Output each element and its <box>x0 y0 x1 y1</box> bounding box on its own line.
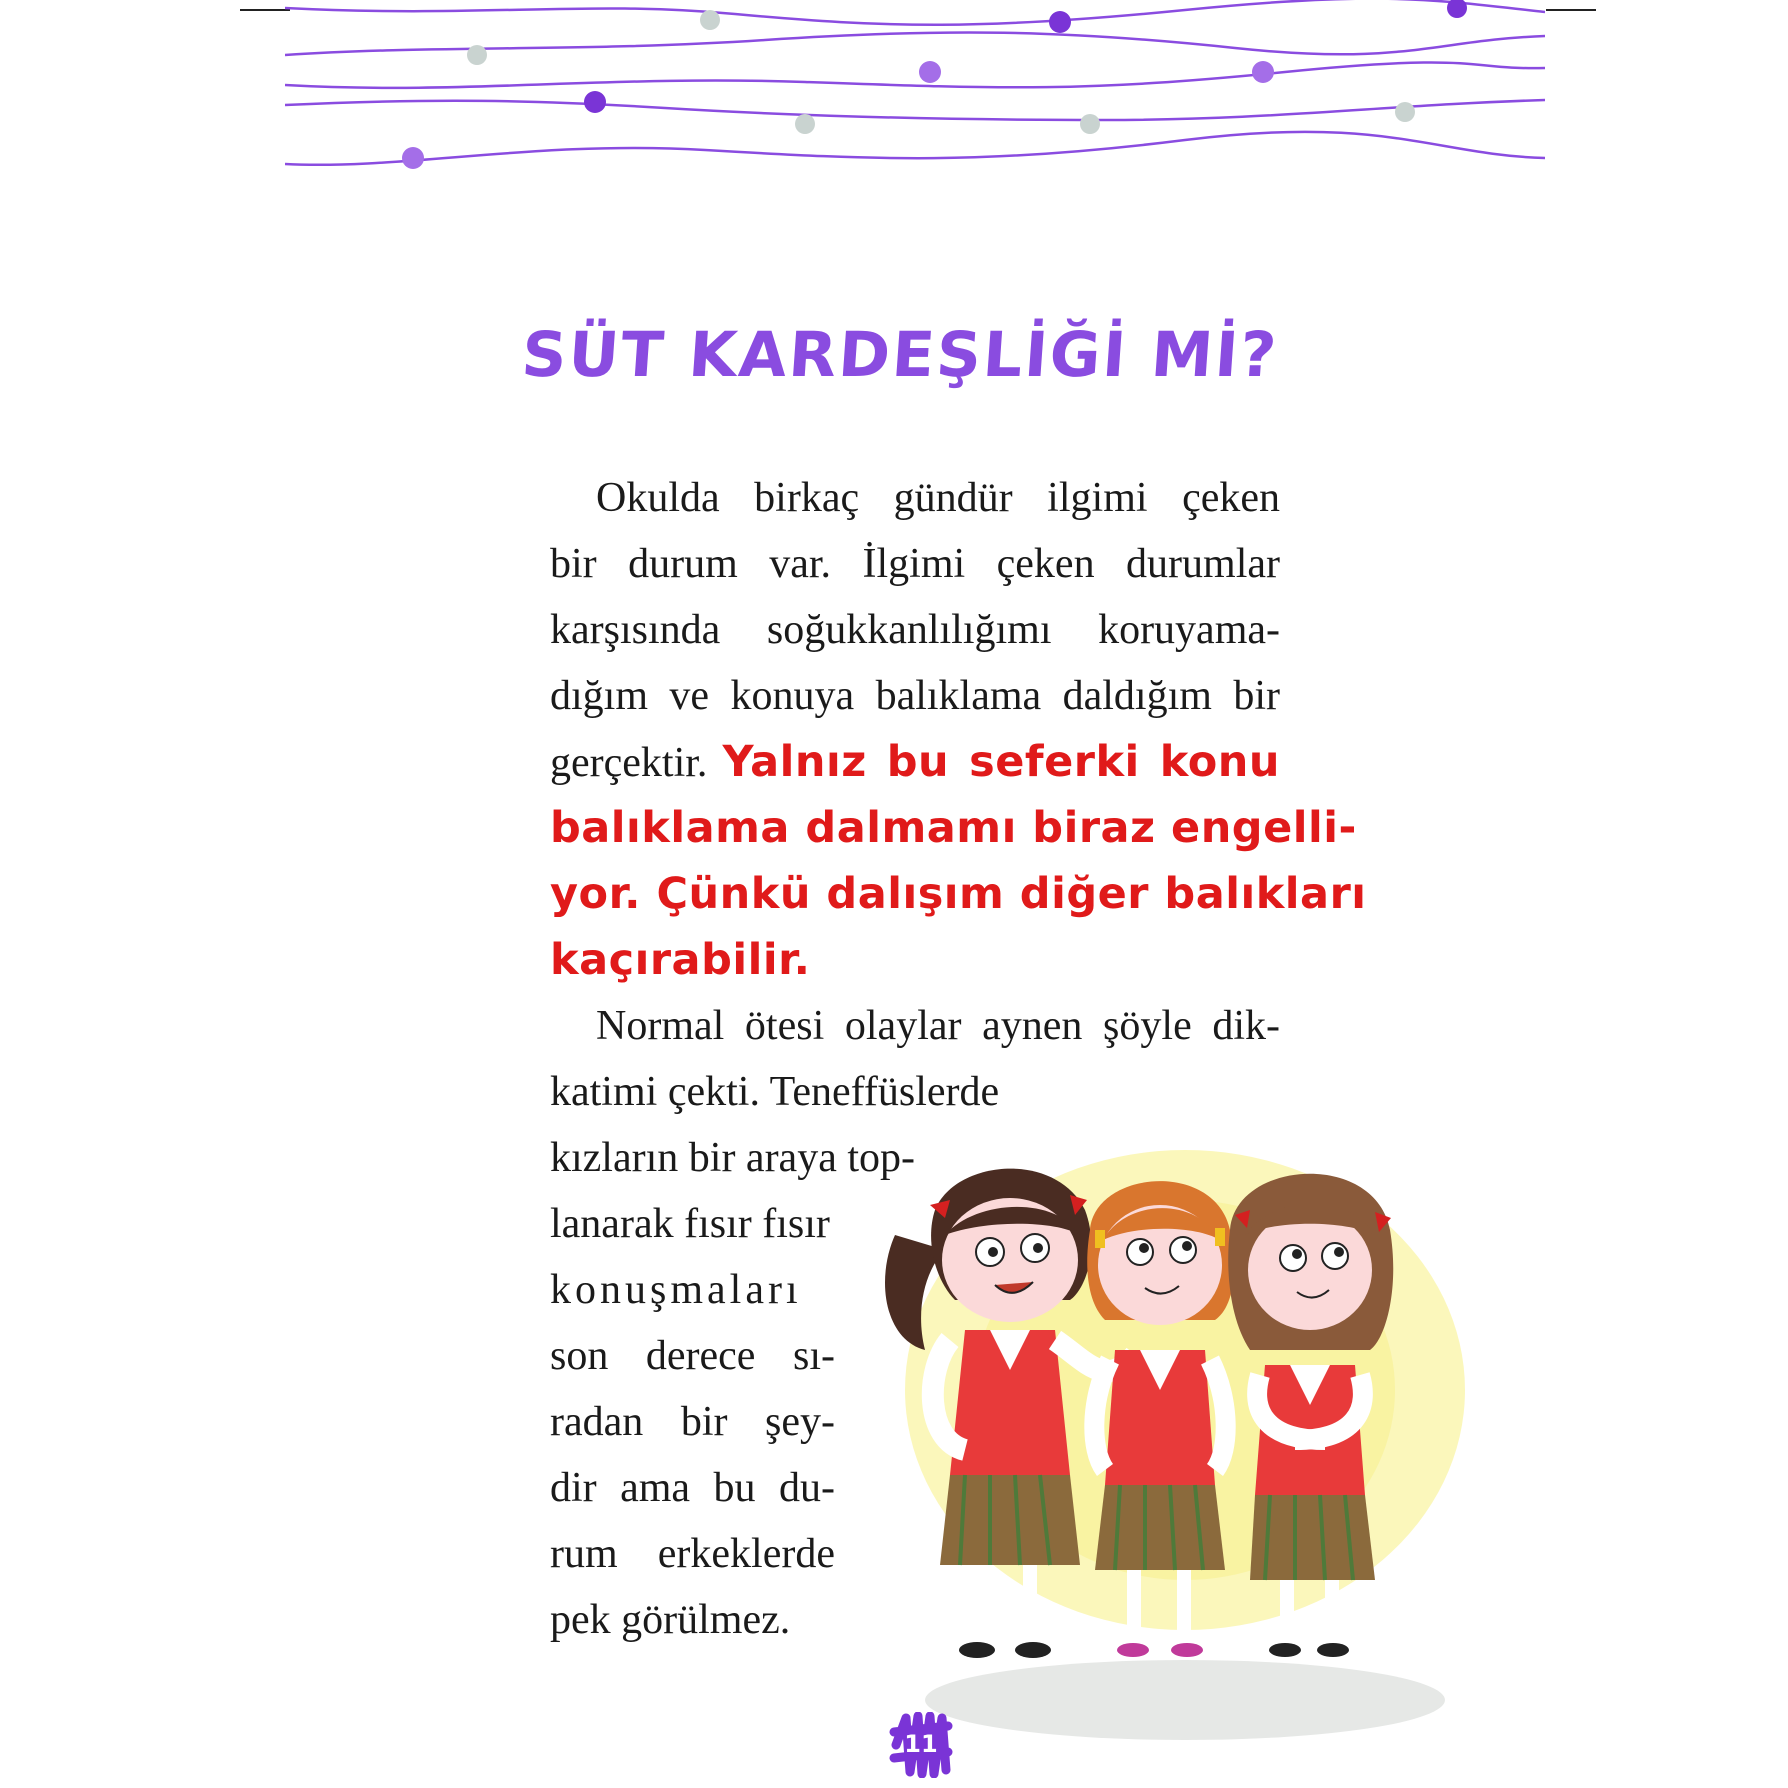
crop-mark-right <box>1546 9 1596 11</box>
text-line: katimi çekti. Teneffüslerde <box>550 1069 1000 1115</box>
text-line: Normal ötesi olaylar aynen şöyle dik- <box>596 1003 1280 1049</box>
text-line: pek görülmez. <box>550 1597 791 1643</box>
page-number-badge <box>886 1712 956 1778</box>
text-line: rum erkeklerde <box>550 1531 835 1577</box>
highlight-text: balıklama dalmamı biraz engelli- <box>550 803 1357 853</box>
text-line: dığım ve konuya balıklama daldığım bir <box>550 673 1280 719</box>
text-line: lanarak fısır fısır <box>550 1201 830 1247</box>
text-line: bir durum var. İlgimi çeken durumlar <box>550 541 1280 587</box>
text-segment: gerçektir. <box>550 740 708 786</box>
highlight-text: kaçırabilir. <box>550 935 811 985</box>
text-line: Okulda birkaç gündür ilgimi çeken <box>596 475 1280 521</box>
header-wave-decoration <box>285 0 1545 180</box>
text-line: son derece sı- <box>550 1333 835 1379</box>
page-number: 11 <box>904 1730 938 1758</box>
highlight-text: yor. Çünkü dalışım diğer balıkları <box>550 869 1367 919</box>
text-line: karşısında soğukkanlılığımı koruyama- <box>550 607 1280 653</box>
text-line: konuşmaları <box>550 1267 802 1313</box>
text-line-mixed <box>550 729 1280 795</box>
text-line: kızların bir araya top- <box>550 1135 915 1181</box>
three-schoolgirls-illustration <box>855 1140 1485 1740</box>
crop-mark-left <box>240 9 290 11</box>
text-line: dir ama bu du- <box>550 1465 835 1511</box>
page-title: SÜT KARDEŞLİĞİ Mİ? <box>519 318 1281 391</box>
highlight-text: Yalnız bu seferki konu <box>722 737 1280 787</box>
text-line: radan bir şey- <box>550 1399 835 1445</box>
